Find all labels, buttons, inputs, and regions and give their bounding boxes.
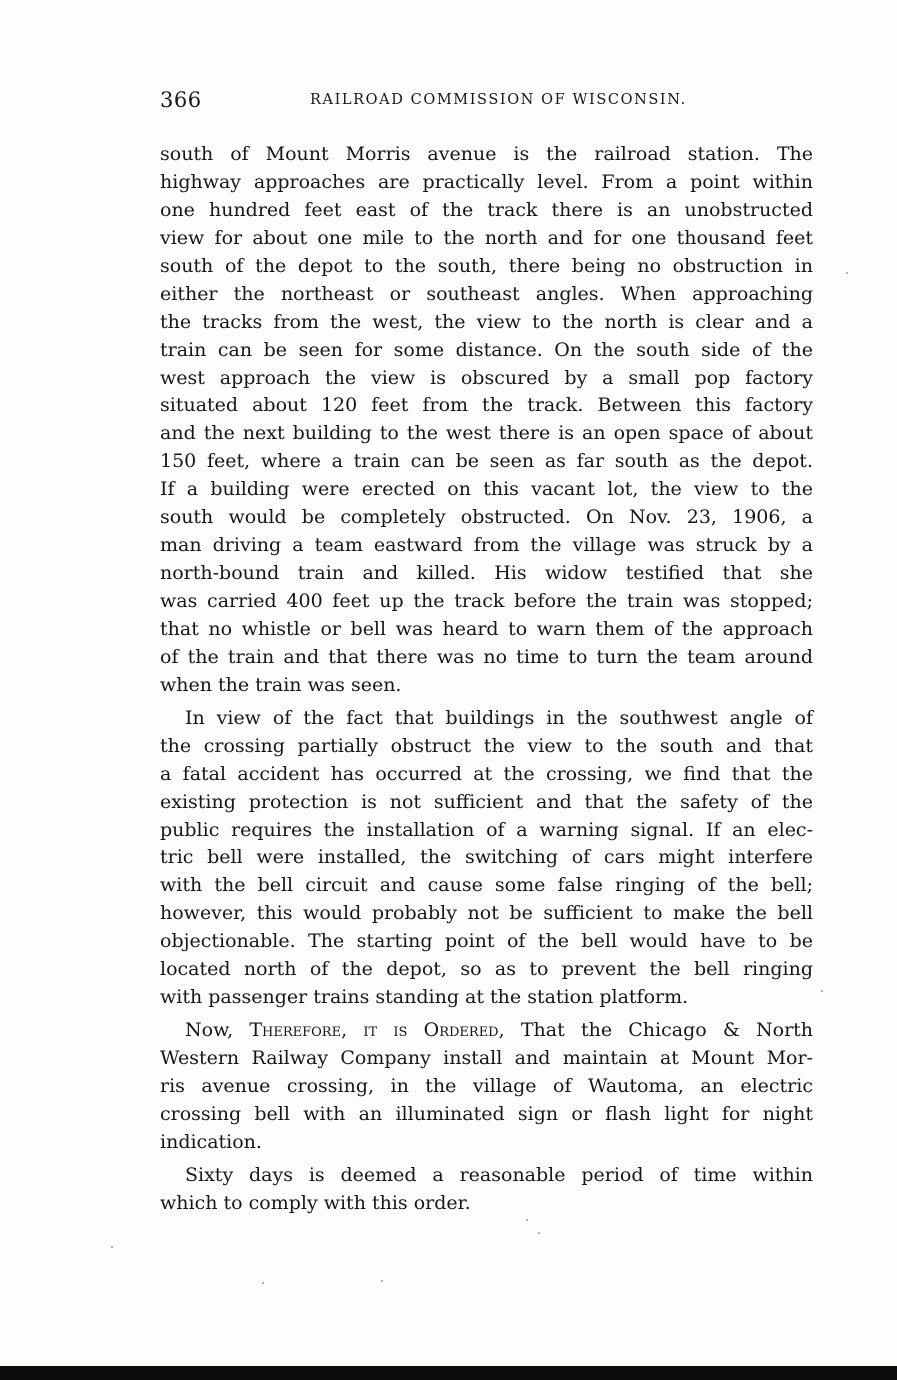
body-text: [160, 141, 813, 1218]
text-line: which to comply with this order.: [160, 1191, 471, 1214]
page-number: 366: [160, 88, 202, 112]
text-line: ris avenue crossing, in the village of Wautoma, an electric: [160, 1074, 813, 1097]
text-line: If a building were erected on this vacant lot, the view to the: [160, 478, 813, 501]
text-line: 150 feet, where a train can be seen as far south as the depot.: [160, 450, 813, 473]
scan-speck: [381, 1280, 383, 1282]
text-line: that no whistle or bell was heard to warn them of the approach: [160, 617, 813, 640]
text-line: public requires the installation of a warning signal. If an elec-: [160, 818, 813, 841]
scan-bottom-border: [0, 1366, 897, 1380]
running-head: RAILROAD COMMISSION OF WISCONSIN.: [310, 92, 687, 108]
text-line: however, this would probably not be sufficient to make the bell: [160, 902, 813, 925]
text-line: tric bell were installed, the switching of cars might interfere: [160, 846, 813, 869]
text-line: west approach the view is obscured by a small pop factory: [160, 366, 813, 389]
text-line: man driving a team eastward from the village was struck by a: [160, 534, 813, 557]
order-word-ordered: Ordered,: [423, 1019, 505, 1042]
order-opening-rest: That the Chicago & North: [520, 1019, 814, 1042]
text-line: highway approaches are practically level. From a point within: [160, 170, 813, 193]
order-word-it-is: it is: [363, 1019, 408, 1042]
text-line: the tracks from the west, the view to the north is clear and a: [160, 310, 813, 333]
scan-speck: [821, 990, 823, 992]
text-line: one hundred feet east of the track there is an unobstructed: [160, 198, 813, 221]
scan-speck: [526, 1219, 528, 1221]
text-line: indication.: [160, 1130, 262, 1153]
text-line: situated about 120 feet from the track. Between this factory: [160, 394, 813, 417]
text-line: Western Railway Company install and maintain at Mount Mor-: [160, 1047, 813, 1069]
text-line: with the bell circuit and cause some false ringing of the bell;: [160, 874, 813, 897]
text-line: was carried 400 feet up the track before the train was stopped;: [160, 590, 813, 612]
text-line: and the next building to the west there is an open space of about: [160, 422, 813, 445]
text-line: a fatal accident has occurred at the crossing, we find that the: [160, 762, 813, 785]
text-line: south of the depot to the south, there being no obstruction in: [160, 254, 813, 277]
order-word-therefore: Therefore,: [249, 1019, 348, 1042]
text-line: with passenger trains standing at the station platform.: [160, 986, 689, 1009]
order-opening-line: [160, 1017, 813, 1045]
text-line: either the northeast or southeast angles. When approaching: [160, 282, 813, 305]
paragraph-1: [160, 141, 813, 700]
text-line: north-bound train and killed. His widow testified that she: [160, 562, 813, 585]
page-header: [160, 88, 815, 124]
text-line: In view of the fact that buildings in the southwest angle of: [185, 706, 813, 729]
scan-speck: [262, 1282, 264, 1284]
text-line: when the train was seen.: [160, 673, 402, 696]
text-line: existing protection is not sufficient and that the safety of the: [160, 790, 813, 813]
text-line: located north of the depot, so as to prevent the bell ringing: [160, 958, 813, 981]
paragraph-4: [160, 1162, 813, 1218]
text-line: objectionable. The starting point of the bell would have to be: [160, 930, 813, 953]
text-line: of the train and that there was no time to turn the team around: [160, 645, 813, 668]
order-word-now: Now,: [185, 1019, 234, 1042]
scan-speck: [538, 1232, 540, 1234]
text-line: south would be completely obstructed. On Nov. 23, 1906, a: [160, 506, 813, 529]
scan-speck: [111, 1246, 113, 1248]
text-line: view for about one mile to the north and for one thousand feet: [160, 226, 813, 249]
scan-speck: [846, 272, 848, 274]
text-line: south of Mount Morris avenue is the railroad station. The: [160, 143, 813, 165]
text-line: crossing bell with an illuminated sign or flash light for night: [160, 1102, 813, 1125]
text-line: the crossing partially obstruct the view to the south and that: [160, 734, 813, 757]
paragraph-order: [160, 1017, 813, 1157]
text-line: Sixty days is deemed a reasonable period of time within: [185, 1163, 813, 1186]
text-line: train can be seen for some distance. On the south side of the: [160, 338, 813, 361]
paragraph-2: [160, 705, 813, 1012]
